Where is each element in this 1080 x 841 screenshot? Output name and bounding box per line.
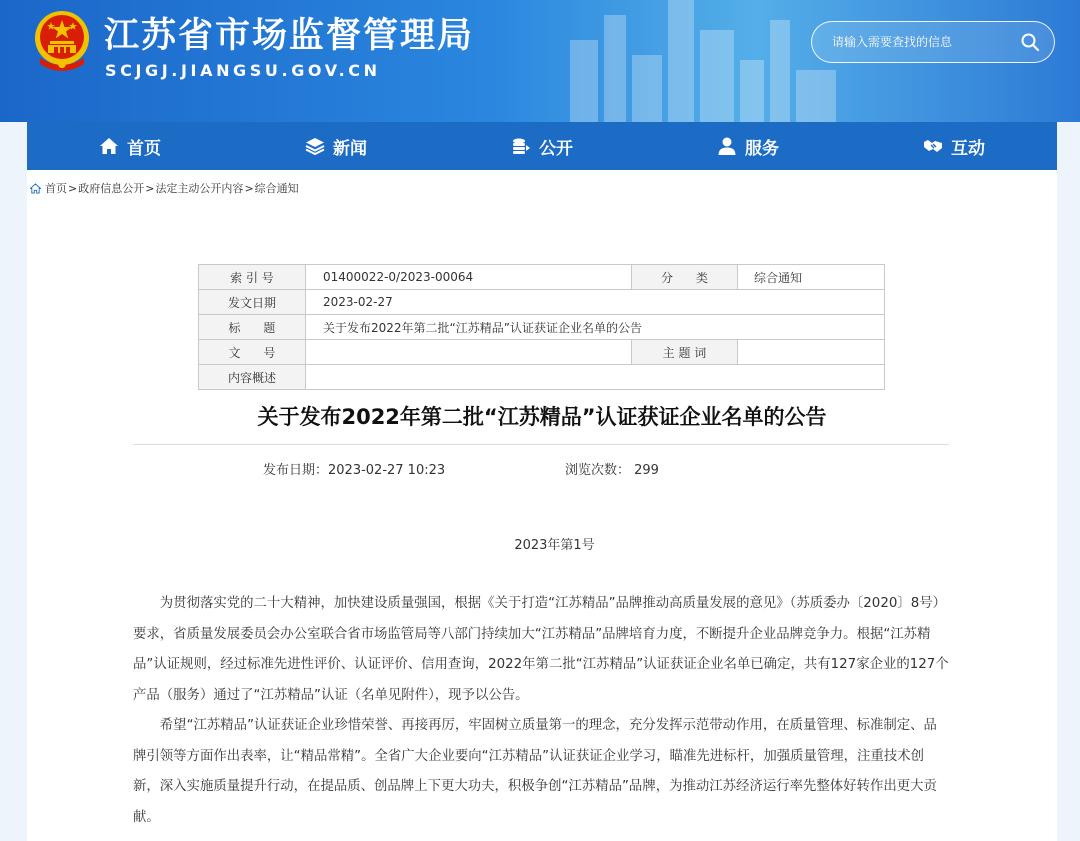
nav-item-label: 服务 bbox=[745, 138, 779, 159]
national-emblem-icon bbox=[30, 8, 94, 72]
nav-item-label: 首页 bbox=[127, 138, 161, 159]
title-label: 标 题 bbox=[199, 315, 306, 340]
skyline-decoration bbox=[560, 0, 860, 122]
article-paragraph: 希望“江苏精品”认证获证企业珍惜荣誉、再接再厉，牢固树立质量第一的理念，充分发挥示范带动作用，在质量管理、标准制定、品牌引领等方面作出表率，让“精品常精”。全省广大企业要向“江苏精品”认证获证企业学习，瞄准先进标杆，加强质量管理，注重技术创新，深入实施质量提升行动，在提品质、创品牌上下更大功夫，积极争创“江苏精品”品牌，为推动江苏经济运行率先整体好转作出更大贡献。 bbox=[133, 718, 937, 825]
summary-label: 内容概述 bbox=[199, 365, 306, 390]
breadcrumb-home[interactable]: 首页 bbox=[45, 182, 67, 195]
search-icon[interactable] bbox=[1020, 32, 1040, 52]
document-meta-table bbox=[198, 264, 885, 390]
user-icon bbox=[717, 136, 737, 156]
nav-item-interact[interactable] bbox=[851, 122, 1057, 170]
layers-icon bbox=[305, 136, 325, 156]
index-label: 索 引 号 bbox=[199, 265, 306, 290]
breadcrumb-general-notice[interactable]: 综合通知 bbox=[254, 182, 299, 195]
docno-value bbox=[306, 340, 632, 365]
breadcrumb-statutory[interactable]: 法定主动公开内容 bbox=[155, 182, 244, 195]
category-label: 分 类 bbox=[632, 265, 738, 290]
article-body bbox=[133, 589, 949, 833]
nav-item-news[interactable] bbox=[233, 122, 439, 170]
main-nav bbox=[27, 122, 1057, 170]
handshake-icon bbox=[923, 136, 943, 156]
keywords-label: 主 题 词 bbox=[632, 340, 738, 365]
site-title: 江苏省市场监督管理局 bbox=[104, 16, 475, 56]
search-input[interactable] bbox=[832, 22, 1012, 62]
nav-item-public[interactable] bbox=[439, 122, 645, 170]
date-value: 2023-02-27 bbox=[306, 290, 885, 315]
title-value: 关于发布2022年第二批“江苏精品”认证获证企业名单的公告 bbox=[306, 315, 885, 340]
breadcrumb-separator: > bbox=[244, 181, 254, 195]
publish-date: 发布日期：2023-02-27 10:23 bbox=[263, 463, 446, 478]
article-title: 关于发布2022年第二批“江苏精品”认证获证企业名单的公告 bbox=[257, 405, 827, 429]
site-header bbox=[0, 0, 1080, 122]
home-icon bbox=[30, 183, 41, 194]
docno-label: 文 号 bbox=[199, 340, 306, 365]
breadcrumb bbox=[30, 180, 299, 196]
coins-icon bbox=[511, 136, 531, 156]
nav-item-service[interactable] bbox=[645, 122, 851, 170]
nav-item-label: 互动 bbox=[951, 138, 985, 159]
breadcrumb-separator: > bbox=[68, 181, 78, 195]
article-paragraph: 为贯彻落实党的二十大精神，加快建设质量强国，根据《关于打造“江苏精品”品牌推动高质量发展的意见》（苏质委办〔2020〕8号）要求，省质量发展委员会办公室联合省市场监管局等八部门持续加大“江苏精品”品牌培育力度，不断提升企业品牌竞争力。根据“江苏精品”认证规则，经过标准先进性评价、认证评价、信用查询，2022年第二批“江苏精品”认证获证企业名单已确定，共有127家企业的127个产品（服务）通过了“江苏精品”认证（名单见附件），现予以公告。 bbox=[133, 596, 949, 703]
nav-item-home[interactable] bbox=[27, 122, 233, 170]
document-number: 2023年第1号 bbox=[514, 538, 595, 553]
category-value: 综合通知 bbox=[738, 265, 885, 290]
search-box bbox=[811, 21, 1055, 63]
site-domain: SCJGJ.JIANGSU.GOV.CN bbox=[105, 61, 381, 80]
date-label: 发文日期 bbox=[199, 290, 306, 315]
home-icon bbox=[99, 136, 119, 156]
divider bbox=[133, 444, 949, 445]
keywords-value bbox=[738, 340, 885, 365]
nav-item-label: 新闻 bbox=[333, 138, 367, 159]
summary-value bbox=[306, 365, 885, 390]
index-value: 01400022-0/2023-00064 bbox=[306, 265, 632, 290]
nav-item-label: 公开 bbox=[539, 138, 573, 159]
breadcrumb-gov-info[interactable]: 政府信息公开 bbox=[78, 182, 145, 195]
view-count: 浏览次数： 299 bbox=[565, 463, 659, 478]
main-content bbox=[27, 170, 1057, 841]
breadcrumb-separator: > bbox=[145, 181, 155, 195]
